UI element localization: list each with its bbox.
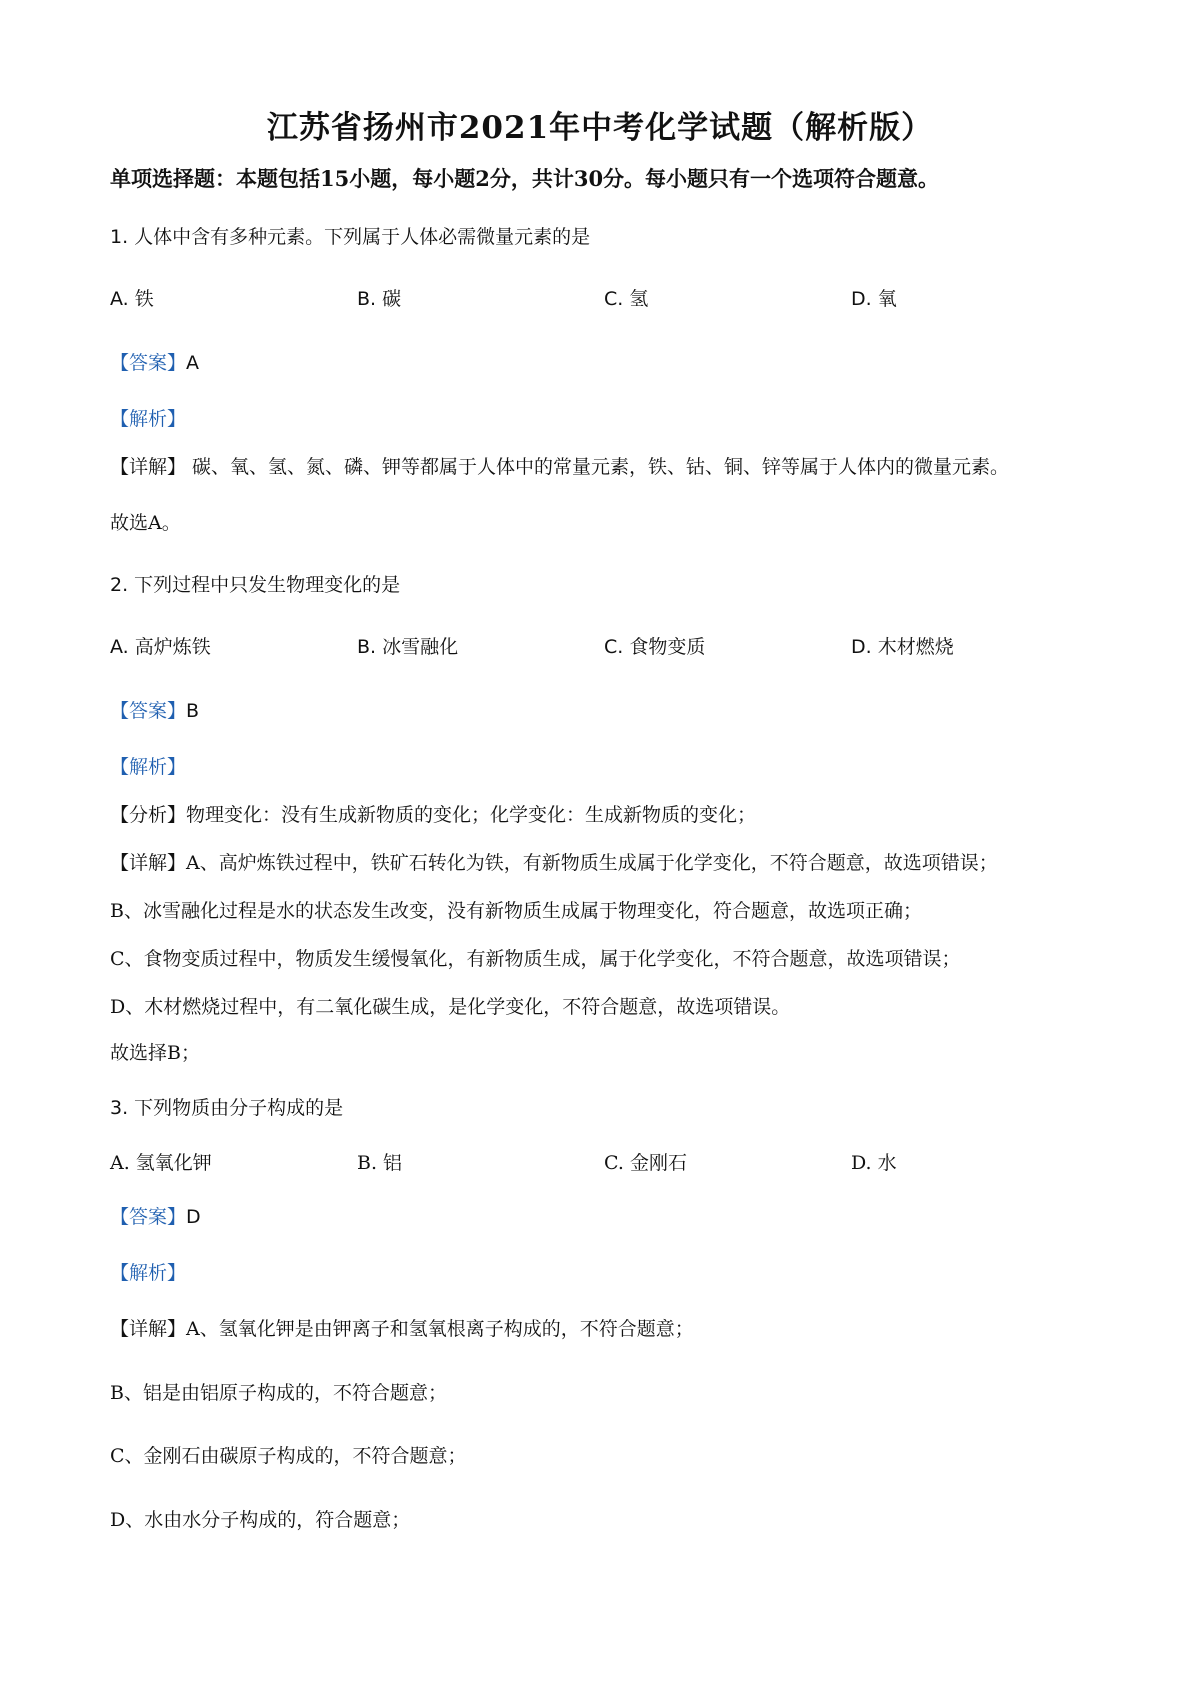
question-2-detail-a: 【详解】A、高炉炼铁过程中，铁矿石转化为铁，有新物质生成属于化学变化，不符合题意，故选项错误； <box>110 852 998 874</box>
question-2-conclusion: 故选择B； <box>110 1042 200 1064</box>
question-1-conclusion: 故选A。 <box>110 512 181 534</box>
option-b: B. 铝 <box>357 1152 403 1174</box>
option-b: B. 碳 <box>357 288 402 310</box>
section-header: 单项选择题：本题包括15小题，每小题2分，共计30分。每小题只有一个选项符合题意。 <box>110 166 940 191</box>
option-c: C. 氢 <box>604 288 649 310</box>
question-3-analysis-tag: 【解析】 <box>110 1262 187 1284</box>
question-2-analysis: 【分析】物理变化：没有生成新物质的变化；化学变化：生成新物质的变化； <box>110 804 757 826</box>
question-3-detail-c: C、金刚石由碳原子构成的，不符合题意； <box>110 1445 467 1467</box>
page-title: 江苏省扬州市2021年中考化学试题（解析版） <box>266 110 934 146</box>
answer-value: B <box>186 700 200 722</box>
answer-tag: 【答案】 <box>110 352 187 374</box>
question-3-stem: 3. 下列物质由分子构成的是 <box>110 1097 344 1119</box>
question-3-answer <box>110 1202 201 1229</box>
question-1-detail: 【详解】 碳、氧、氢、氮、磷、钾等都属于人体中的常量元素，铁、钴、铜、锌等属于人体内的微量元素。 <box>110 456 1010 478</box>
option-a: A. 高炉炼铁 <box>110 636 211 658</box>
option-d: D. 水 <box>851 1152 897 1174</box>
answer-tag: 【答案】 <box>110 700 187 722</box>
question-3-detail-d: D、水由水分子构成的，符合题意； <box>110 1509 411 1531</box>
question-2-detail-c: C、食物变质过程中，物质发生缓慢氧化，有新物质生成，属于化学变化，不符合题意，故选项错误； <box>110 948 961 970</box>
question-1-options <box>110 284 1090 314</box>
option-d: D. 木材燃烧 <box>851 636 954 658</box>
option-b: B. 冰雪融化 <box>357 636 459 658</box>
question-2-answer <box>110 696 199 723</box>
option-d: D. 氧 <box>851 288 897 310</box>
question-2-detail-d: D、木材燃烧过程中，有二氧化碳生成，是化学变化，不符合题意，故选项错误。 <box>110 996 791 1018</box>
question-3-detail-a: 【详解】A、氢氧化钾是由钾离子和氢氧根离子构成的，不符合题意； <box>110 1318 694 1340</box>
question-1-analysis-tag: 【解析】 <box>110 408 187 430</box>
question-2-detail-b: B、冰雪融化过程是水的状态发生改变，没有新物质生成属于物理变化，符合题意，故选项正确； <box>110 900 922 922</box>
option-c: C. 金刚石 <box>604 1152 687 1174</box>
option-a: A. 铁 <box>110 288 154 310</box>
answer-tag: 【答案】 <box>110 1206 187 1228</box>
option-a: A. 氢氧化钾 <box>110 1152 212 1174</box>
answer-value: A <box>186 352 200 374</box>
question-1-stem: 1. 人体中含有多种元素。下列属于人体必需微量元素的是 <box>110 226 591 248</box>
option-c: C. 食物变质 <box>604 636 706 658</box>
question-1-answer <box>110 348 199 375</box>
question-3-detail-b: B、铝是由铝原子构成的，不符合题意； <box>110 1382 447 1404</box>
question-2-stem: 2. 下列过程中只发生物理变化的是 <box>110 574 401 596</box>
question-2-analysis-tag: 【解析】 <box>110 756 187 778</box>
question-3-options <box>110 1148 1090 1178</box>
question-2-options <box>110 632 1090 662</box>
answer-value: D <box>186 1206 201 1228</box>
